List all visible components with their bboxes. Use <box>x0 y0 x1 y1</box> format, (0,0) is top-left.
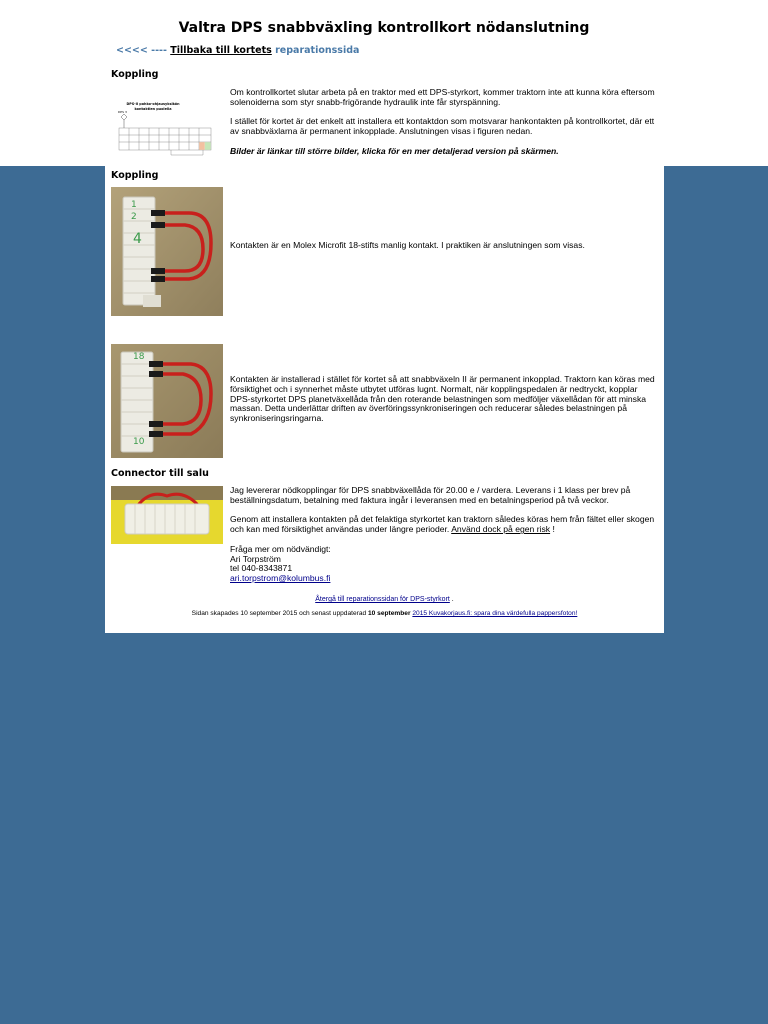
connector-photo-1[interactable] <box>111 187 223 316</box>
intro-paragraph-2: I stället för kortet är det enkelt att installera ett kontaktdon som motsvarar hankontakten på kontrollkortet, där ett av snabbväxlarna är permanent inkopplade. Anslutningen visas i figuren nedan. <box>230 116 655 137</box>
footer-return <box>105 596 664 603</box>
contact-email-link[interactable]: ari.torpstrom@kolumbus.fi <box>230 573 331 584</box>
photo2-label-10: 10 <box>133 437 145 447</box>
intro-paragraph-3: Bilder är länkar till större bilder, klicka för en mer detaljerad version på skärmen. <box>230 145 559 156</box>
diagram-label-2: kontaktien puolella <box>134 107 172 111</box>
back-arrows: <<<< ---- <box>116 45 167 56</box>
intro-paragraph-1: Om kontrollkortet slutar arbeta på en traktor med ett DPS-styrkort, kommer traktorn inte att kunna köra eftersom solenoiderna som styr snabb-frigörande hydraulik inte får styrspänning. <box>230 87 655 107</box>
footer-ad-link[interactable]: 2015 Kuvakorjaus.fi: spara dina värdefulla pappersfoton! <box>412 610 578 617</box>
contact-name: Ari Torpström <box>230 553 281 564</box>
sale-paragraph-2-text: Genom att installera kontakten på det felaktiga styrkortet kan traktorn således köras hem från fältet eller skogen och kan med försiktighet användas under längre perioder. <box>230 514 655 535</box>
connector-for-sale-photo[interactable] <box>111 486 223 544</box>
contact-block <box>230 545 658 584</box>
nav-bar <box>116 45 359 56</box>
section-heading-koppling-1: Koppling <box>111 69 159 80</box>
footer-info <box>105 610 664 617</box>
connector-photo-2[interactable] <box>111 344 223 458</box>
wiring-diagram-image[interactable] <box>111 100 215 158</box>
sale-paragraph-2-end: ! <box>552 524 555 535</box>
contact-phone: tel 040-8343871 <box>230 563 293 574</box>
diagram-side-label: DPS 3 <box>118 110 127 114</box>
section-heading-connector: Connector till salu <box>111 468 209 479</box>
section-heading-koppling-2: Koppling <box>111 170 159 181</box>
return-repair-page-link[interactable]: Återgå till reparationssidan för DPS-styrkort <box>315 596 450 603</box>
sale-paragraph-1: Jag levererar nödkopplingar för DPS snabbväxellåda för 20.00 e / vardera. Leverans i 1 klass per brev på beställningsdatum, betalning med faktura ingår i leveransen med en betalningsperiod på två veckor. <box>230 485 631 505</box>
back-link[interactable]: Tillbaka till kortets <box>170 45 272 56</box>
intro-text <box>230 88 658 157</box>
repair-page-link[interactable]: reparationssida <box>275 45 360 56</box>
contact-question: Fråga mer om nödvändigt: <box>230 543 331 554</box>
photo1-label-2: 2 <box>131 212 137 222</box>
footer-return-end: . <box>451 596 454 603</box>
photo1-label-4: 4 <box>133 231 142 247</box>
page-title: Valtra DPS snabbväxling kontrollkort nödanslutning <box>178 20 590 36</box>
sale-text <box>230 486 658 584</box>
photo2-label-18: 18 <box>133 352 145 362</box>
sale-paragraph-2 <box>230 515 658 535</box>
photo1-label-1: 1 <box>131 200 137 210</box>
molex-description: Kontakten är en Molex Microfit 18-stifts manlig kontakt. I praktiken är anslutningen som visas. <box>230 240 585 250</box>
footer-created-text: Sidan skapades 10 september 2015 och senast uppdaterad <box>191 610 367 617</box>
footer-updated-date: 10 september <box>368 610 411 617</box>
installed-description: Kontakten är installerad i stället för kortet så att snabbväxeln II är permanent inkopplad. Traktorn kan köras med försiktighet och i synnerhet måste utbytet utföras lugnt. Normalt, när kopplingspedalen är nedtryckt, kopplar DPS-styrkortet DPS planetväxellåda från den roterande belastningen som medföljer växellådan för att minska massan. Detta underlättar driften av överföringssynkroniseringen och reducerar således belastningen på synkroniseringsringarna. <box>230 374 655 424</box>
diagram-label-1: DPS-II pohko-ohjausyksikön <box>126 102 180 106</box>
own-risk-link[interactable]: Använd dock på egen risk <box>451 524 551 535</box>
